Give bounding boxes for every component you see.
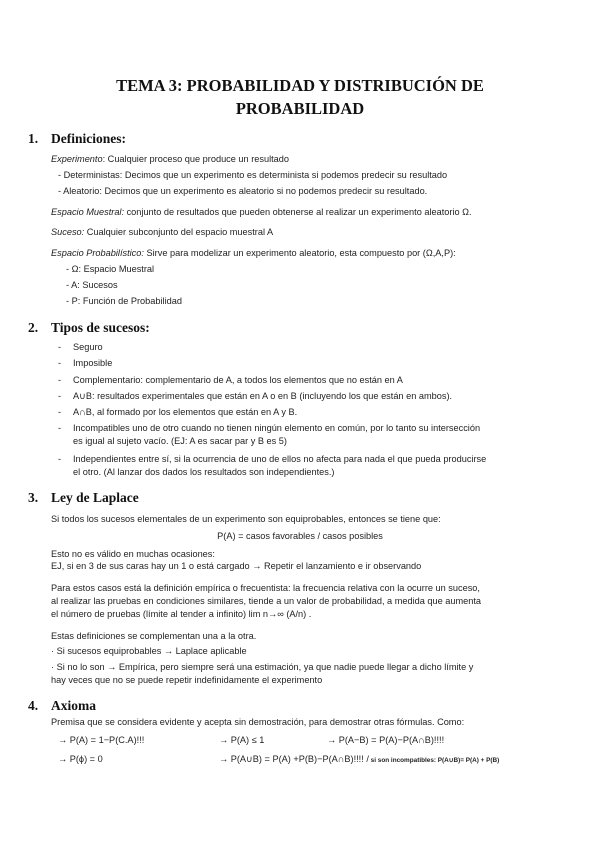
suceso-type-item-cont: es igual al sujeto vacío. (EJ: A es sacar par y B es 5) — [73, 436, 287, 446]
suceso-type-item: Independientes entre sí, si la ocurrencia de uno de ellos no afecta para nada el que pueda producirse — [73, 454, 487, 464]
prob-item: - P: Función de Probabilidad — [66, 296, 182, 306]
title-line-2: PROBABILIDAD — [235, 99, 365, 118]
section-1-heading — [28, 131, 126, 147]
suceso-line — [51, 226, 273, 238]
laplace-not-valid: Esto no es válido en muchas ocasiones: — [51, 549, 215, 559]
espacio-muestral-line — [51, 206, 472, 218]
formula-empty-set: → P(ϕ) = 0 — [58, 754, 103, 764]
section-2-heading — [28, 320, 150, 336]
suceso-type-item: Complementario: complementario de A, a todos los elementos que no están en A — [73, 375, 403, 385]
suceso-def: Cualquier subconjunto del espacio muestral A — [84, 227, 274, 237]
deterministas-item: - Deterministas: Decimos que un experimento es determinista si podemos predecir su resultado — [58, 170, 448, 180]
prob-item: - Ω: Espacio Muestral — [66, 264, 155, 274]
section-3-number: 3. — [28, 490, 39, 505]
espacio-muestral-def: conjunto de resultados que pueden obtenerse al realizar un experimento aleatorio Ω. — [124, 207, 472, 217]
suceso-type-item: A∪B: resultados experimentales que están en A o en B (incluyendo los que están en ambos). — [73, 391, 453, 401]
list-bullet: - — [58, 423, 62, 433]
experimento-term: Experimento — [51, 154, 103, 164]
suceso-type-item: Incompatibles uno de otro cuando no tienen ningún elemento en común, por lo tanto su intersección — [73, 423, 481, 433]
section-4-title: Axioma — [51, 698, 96, 713]
formula-union-note: si son incompatibles: P(A∪B)= P(A) + P(B) — [368, 757, 500, 764]
formula-union — [219, 753, 499, 767]
prob-item: - A: Sucesos — [66, 280, 118, 290]
laplace-intro: Si todos los sucesos elementales de un experimento son equiprobables, entonces se tiene que: — [51, 514, 441, 524]
formula-union-main: → P(A∪B) = P(A) +P(B)−P(A∩B)!!!! / — [219, 754, 369, 764]
espacio-probabilistico-def: Sirve para modelizar un experimento aleatorio, esta compuesto por (Ω,A,P): — [143, 248, 456, 258]
empirical-note-1: · Si no lo son → Empírica, pero siempre será una estimación, ya que nadie puede llegar a dicho límite y — [51, 662, 474, 672]
section-1-title: Definiciones: — [51, 131, 126, 146]
formula-complement: → P(A) = 1−P(C.A)!!! — [58, 735, 145, 745]
aleatorio-item: - Aleatorio: Decimos que un experimento es aleatorio si no podemos predecir su resultado. — [58, 186, 428, 196]
formula-bound: → P(A) ≤ 1 — [219, 735, 265, 745]
equiprobable-note: · Si sucesos equiprobables → Laplace aplicable — [51, 646, 247, 656]
suceso-type-item: A∩B, al formado por los elementos que están en A y B. — [73, 407, 298, 417]
laplace-formula: P(A) = casos favorables / casos posibles — [217, 531, 383, 541]
suceso-type-item: Imposible — [73, 358, 113, 368]
section-3-title: Ley de Laplace — [51, 490, 139, 505]
list-bullet: - — [58, 391, 62, 401]
title-line-1: TEMA 3: PROBABILIDAD Y DISTRIBUCIÓN DE — [116, 76, 484, 95]
section-4-heading — [28, 698, 96, 714]
suceso-type-item-cont: el otro. (Al lanzar dos dados los resultados son independientes.) — [73, 467, 335, 477]
formula-difference: → P(A−B) = P(A)−P(A∩B)!!!! — [327, 735, 445, 745]
suceso-type-item: Seguro — [73, 342, 103, 352]
list-bullet: - — [58, 454, 62, 464]
section-2-title: Tipos de sucesos: — [51, 320, 150, 335]
list-bullet: - — [58, 358, 62, 368]
espacio-muestral-term: Espacio Muestral: — [51, 207, 125, 217]
section-2-number: 2. — [28, 320, 39, 335]
page-title — [40, 74, 560, 120]
list-bullet: - — [58, 342, 62, 352]
list-bullet: - — [58, 407, 62, 417]
empirical-note-2: hay veces que no se puede repetir indefinidamente el experimento — [51, 675, 323, 685]
suceso-term: Suceso: — [51, 227, 85, 237]
espacio-probabilistico-line — [51, 247, 456, 259]
empirical-line-3: el número de pruebas (límite al tender a infinito) lim n→∞ (A/n) . — [51, 609, 312, 619]
empirical-line-2: al realizar las pruebas en condiciones similares, tiende a un valor de probabilidad, a medida que aumenta — [51, 596, 482, 606]
list-bullet: - — [58, 375, 62, 385]
experimento-def: : Cualquier proceso que produce un resultado — [102, 154, 290, 164]
empirical-line-1: Para estos casos está la definición empírica o frecuentista: la frecuencia relativa con la ocurre un suceso, — [51, 583, 480, 593]
axioma-intro: Premisa que se considera evidente y acepta sin demostración, para demostrar otras fórmulas. Como: — [51, 717, 465, 727]
laplace-example: EJ, si en 3 de sus caras hay un 1 o está cargado → Repetir el lanzamiento e ir observando — [51, 561, 422, 571]
section-4-number: 4. — [28, 698, 39, 713]
section-3-heading — [28, 490, 139, 506]
complement-note: Estas definiciones se complementan una a la otra. — [51, 631, 257, 641]
section-1-number: 1. — [28, 131, 39, 146]
experimento-line — [51, 153, 289, 165]
espacio-probabilistico-term: Espacio Probabilístico: — [51, 248, 144, 258]
